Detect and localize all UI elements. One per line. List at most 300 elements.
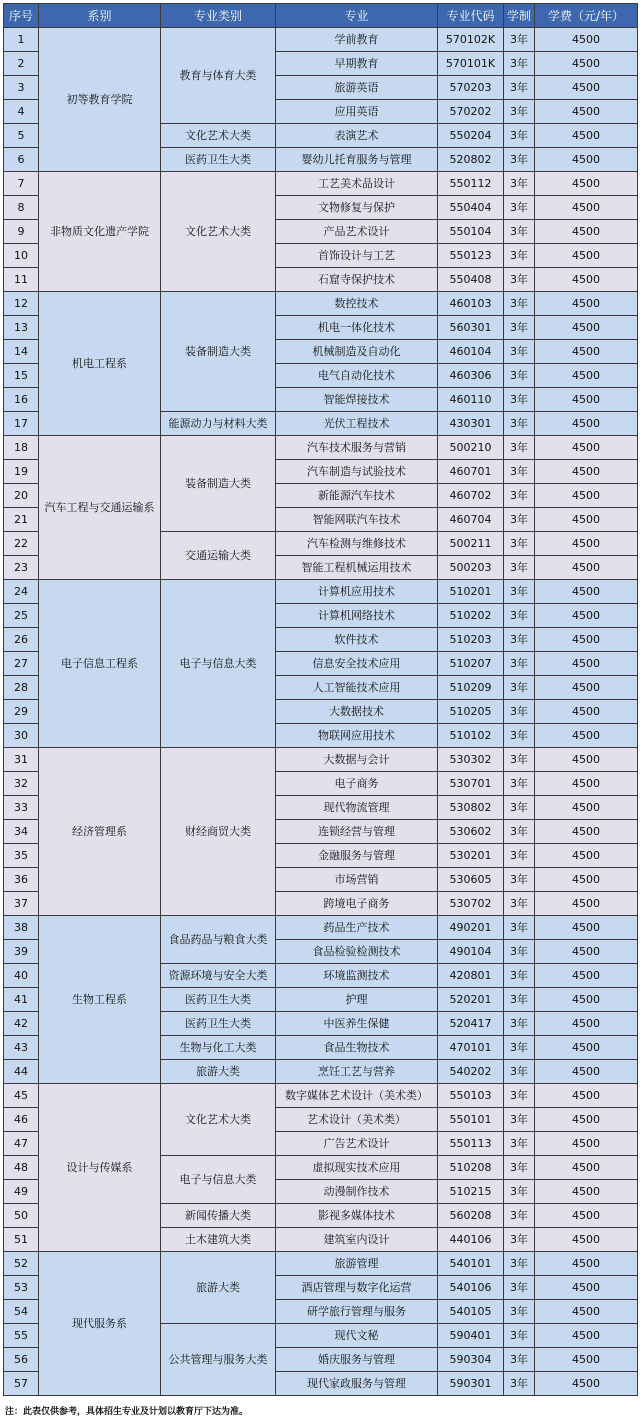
code-cell: 560208	[438, 1204, 504, 1228]
header-category: 专业类别	[161, 4, 276, 28]
tuition-cell: 4500	[535, 820, 638, 844]
seq-cell: 9	[4, 220, 39, 244]
code-cell: 590304	[438, 1348, 504, 1372]
major-cell: 电气自动化技术	[276, 364, 438, 388]
tuition-cell: 4500	[535, 940, 638, 964]
header-row	[4, 4, 638, 28]
tuition-cell: 4500	[535, 508, 638, 532]
table-row	[4, 292, 638, 316]
seq-cell: 51	[4, 1228, 39, 1252]
major-cell: 信息安全技术应用	[276, 652, 438, 676]
category-cell: 装备制造大类	[161, 292, 276, 412]
code-cell: 460704	[438, 508, 504, 532]
category-cell: 电子与信息大类	[161, 580, 276, 748]
seq-cell: 35	[4, 844, 39, 868]
major-cell: 广告艺术设计	[276, 1132, 438, 1156]
seq-cell: 37	[4, 892, 39, 916]
header-major: 专业	[276, 4, 438, 28]
category-cell: 旅游大类	[161, 1060, 276, 1084]
code-cell: 570102K	[438, 28, 504, 52]
tuition-cell: 4500	[535, 364, 638, 388]
code-cell: 510102	[438, 724, 504, 748]
major-cell: 数控技术	[276, 292, 438, 316]
major-cell: 烹饪工艺与营养	[276, 1060, 438, 1084]
header-seq: 序号	[4, 4, 39, 28]
code-cell: 510207	[438, 652, 504, 676]
tuition-cell: 4500	[535, 748, 638, 772]
footer-note: 注：此表仅供参考，具体招生专业及计划以教育厅下达为准。	[5, 1407, 249, 1417]
major-cell: 智能焊接技术	[276, 388, 438, 412]
major-cell: 旅游管理	[276, 1252, 438, 1276]
category-cell: 新闻传播大类	[161, 1204, 276, 1228]
category-cell: 公共管理与服务大类	[161, 1324, 276, 1396]
duration-cell: 3年	[504, 436, 535, 460]
code-cell: 520417	[438, 1012, 504, 1036]
tuition-cell: 4500	[535, 436, 638, 460]
category-cell: 文化艺术大类	[161, 172, 276, 292]
tuition-cell: 4500	[535, 172, 638, 196]
code-cell: 550408	[438, 268, 504, 292]
tuition-cell: 4500	[535, 604, 638, 628]
tuition-cell: 4500	[535, 868, 638, 892]
seq-cell: 42	[4, 1012, 39, 1036]
major-cell: 大数据技术	[276, 700, 438, 724]
major-cell: 现代文秘	[276, 1324, 438, 1348]
tuition-cell: 4500	[535, 148, 638, 172]
tuition-cell: 4500	[535, 1372, 638, 1396]
major-cell: 电子商务	[276, 772, 438, 796]
code-cell: 490104	[438, 940, 504, 964]
code-cell: 560301	[438, 316, 504, 340]
table-row	[4, 580, 638, 604]
major-cell: 婚庆服务与管理	[276, 1348, 438, 1372]
duration-cell: 3年	[504, 1156, 535, 1180]
seq-cell: 1	[4, 28, 39, 52]
seq-cell: 15	[4, 364, 39, 388]
seq-cell: 17	[4, 412, 39, 436]
tuition-cell: 4500	[535, 388, 638, 412]
seq-cell: 34	[4, 820, 39, 844]
code-cell: 550123	[438, 244, 504, 268]
table-row	[4, 748, 638, 772]
major-cell: 学前教育	[276, 28, 438, 52]
major-cell: 药品生产技术	[276, 916, 438, 940]
category-cell: 财经商贸大类	[161, 748, 276, 916]
major-cell: 智能网联汽车技术	[276, 508, 438, 532]
tuition-cell: 4500	[535, 772, 638, 796]
duration-cell: 3年	[504, 1324, 535, 1348]
code-cell: 510209	[438, 676, 504, 700]
duration-cell: 3年	[504, 844, 535, 868]
code-cell: 550104	[438, 220, 504, 244]
major-cell: 人工智能技术应用	[276, 676, 438, 700]
tuition-cell: 4500	[535, 988, 638, 1012]
duration-cell: 3年	[504, 1228, 535, 1252]
major-cell: 汽车技术服务与营销	[276, 436, 438, 460]
code-cell: 590401	[438, 1324, 504, 1348]
seq-cell: 28	[4, 676, 39, 700]
table-body	[4, 28, 638, 1396]
category-cell: 能源动力与材料大类	[161, 412, 276, 436]
tuition-cell: 4500	[535, 412, 638, 436]
table-row	[4, 1084, 638, 1108]
table-row	[4, 172, 638, 196]
code-cell: 540202	[438, 1060, 504, 1084]
duration-cell: 3年	[504, 244, 535, 268]
major-cell: 金融服务与管理	[276, 844, 438, 868]
department-cell: 现代服务系	[39, 1252, 161, 1396]
seq-cell: 10	[4, 244, 39, 268]
major-cell: 现代家政服务与管理	[276, 1372, 438, 1396]
seq-cell: 29	[4, 700, 39, 724]
category-cell: 文化艺术大类	[161, 124, 276, 148]
seq-cell: 46	[4, 1108, 39, 1132]
seq-cell: 39	[4, 940, 39, 964]
code-cell: 510205	[438, 700, 504, 724]
duration-cell: 3年	[504, 1276, 535, 1300]
seq-cell: 52	[4, 1252, 39, 1276]
duration-cell: 3年	[504, 1372, 535, 1396]
code-cell: 530201	[438, 844, 504, 868]
seq-cell: 25	[4, 604, 39, 628]
department-cell: 电子信息工程系	[39, 580, 161, 748]
duration-cell: 3年	[504, 916, 535, 940]
seq-cell: 22	[4, 532, 39, 556]
seq-cell: 45	[4, 1084, 39, 1108]
header-department: 系别	[39, 4, 161, 28]
duration-cell: 3年	[504, 772, 535, 796]
department-cell: 汽车工程与交通运输系	[39, 436, 161, 580]
code-cell: 530701	[438, 772, 504, 796]
major-cell: 光伏工程技术	[276, 412, 438, 436]
major-cell: 跨境电子商务	[276, 892, 438, 916]
duration-cell: 3年	[504, 1108, 535, 1132]
tuition-cell: 4500	[535, 28, 638, 52]
seq-cell: 12	[4, 292, 39, 316]
seq-cell: 11	[4, 268, 39, 292]
major-cell: 中医养生保健	[276, 1012, 438, 1036]
duration-cell: 3年	[504, 1036, 535, 1060]
seq-cell: 50	[4, 1204, 39, 1228]
duration-cell: 3年	[504, 1012, 535, 1036]
code-cell: 460110	[438, 388, 504, 412]
header-tuition: 学费（元/年）	[535, 4, 638, 28]
tuition-cell: 4500	[535, 460, 638, 484]
duration-cell: 3年	[504, 220, 535, 244]
tuition-cell: 4500	[535, 532, 638, 556]
category-cell: 医药卫生大类	[161, 148, 276, 172]
tuition-cell: 4500	[535, 676, 638, 700]
duration-cell: 3年	[504, 700, 535, 724]
seq-cell: 23	[4, 556, 39, 580]
major-cell: 文物修复与保护	[276, 196, 438, 220]
seq-cell: 27	[4, 652, 39, 676]
tuition-cell: 4500	[535, 1228, 638, 1252]
seq-cell: 43	[4, 1036, 39, 1060]
category-cell: 装备制造大类	[161, 436, 276, 532]
tuition-cell: 4500	[535, 76, 638, 100]
code-cell: 500211	[438, 532, 504, 556]
code-cell: 460103	[438, 292, 504, 316]
tuition-cell: 4500	[535, 1348, 638, 1372]
seq-cell: 21	[4, 508, 39, 532]
department-cell: 机电工程系	[39, 292, 161, 436]
tuition-cell: 4500	[535, 892, 638, 916]
tuition-cell: 4500	[535, 916, 638, 940]
code-cell: 530605	[438, 868, 504, 892]
tuition-cell: 4500	[535, 1108, 638, 1132]
major-cell: 市场营销	[276, 868, 438, 892]
duration-cell: 3年	[504, 52, 535, 76]
code-cell: 460702	[438, 484, 504, 508]
department-cell: 经济管理系	[39, 748, 161, 916]
code-cell: 420801	[438, 964, 504, 988]
code-cell: 460306	[438, 364, 504, 388]
major-cell: 研学旅行管理与服务	[276, 1300, 438, 1324]
seq-cell: 47	[4, 1132, 39, 1156]
tuition-cell: 4500	[535, 1324, 638, 1348]
category-cell: 食品药品与粮食大类	[161, 916, 276, 964]
tuition-cell: 4500	[535, 580, 638, 604]
major-cell: 汽车检测与维修技术	[276, 532, 438, 556]
seq-cell: 20	[4, 484, 39, 508]
code-cell: 590301	[438, 1372, 504, 1396]
duration-cell: 3年	[504, 988, 535, 1012]
duration-cell: 3年	[504, 964, 535, 988]
code-cell: 550113	[438, 1132, 504, 1156]
seq-cell: 19	[4, 460, 39, 484]
code-cell: 530302	[438, 748, 504, 772]
code-cell: 570203	[438, 76, 504, 100]
tuition-cell: 4500	[535, 1060, 638, 1084]
code-cell: 550103	[438, 1084, 504, 1108]
code-cell: 440106	[438, 1228, 504, 1252]
department-cell: 设计与传媒系	[39, 1084, 161, 1252]
duration-cell: 3年	[504, 892, 535, 916]
major-cell: 虚拟现实技术应用	[276, 1156, 438, 1180]
seq-cell: 48	[4, 1156, 39, 1180]
seq-cell: 18	[4, 436, 39, 460]
duration-cell: 3年	[504, 508, 535, 532]
seq-cell: 33	[4, 796, 39, 820]
category-cell: 生物与化工大类	[161, 1036, 276, 1060]
category-cell: 交通运输大类	[161, 532, 276, 580]
duration-cell: 3年	[504, 868, 535, 892]
major-cell: 首饰设计与工艺	[276, 244, 438, 268]
duration-cell: 3年	[504, 1348, 535, 1372]
code-cell: 510201	[438, 580, 504, 604]
tuition-cell: 4500	[535, 1132, 638, 1156]
major-cell: 连锁经营与管理	[276, 820, 438, 844]
seq-cell: 14	[4, 340, 39, 364]
tuition-cell: 4500	[535, 628, 638, 652]
duration-cell: 3年	[504, 1252, 535, 1276]
tuition-cell: 4500	[535, 340, 638, 364]
duration-cell: 3年	[504, 172, 535, 196]
duration-cell: 3年	[504, 364, 535, 388]
category-cell: 资源环境与安全大类	[161, 964, 276, 988]
seq-cell: 24	[4, 580, 39, 604]
code-cell: 540106	[438, 1276, 504, 1300]
major-cell: 现代物流管理	[276, 796, 438, 820]
seq-cell: 6	[4, 148, 39, 172]
category-cell: 土木建筑大类	[161, 1228, 276, 1252]
major-cell: 表演艺术	[276, 124, 438, 148]
seq-cell: 32	[4, 772, 39, 796]
duration-cell: 3年	[504, 412, 535, 436]
duration-cell: 3年	[504, 724, 535, 748]
seq-cell: 3	[4, 76, 39, 100]
duration-cell: 3年	[504, 676, 535, 700]
seq-cell: 13	[4, 316, 39, 340]
code-cell: 510215	[438, 1180, 504, 1204]
tuition-cell: 4500	[535, 844, 638, 868]
duration-cell: 3年	[504, 1060, 535, 1084]
major-cell: 机电一体化技术	[276, 316, 438, 340]
major-cell: 护理	[276, 988, 438, 1012]
code-cell: 540105	[438, 1300, 504, 1324]
major-cell: 新能源汽车技术	[276, 484, 438, 508]
tuition-cell: 4500	[535, 700, 638, 724]
header-duration: 学制	[504, 4, 535, 28]
seq-cell: 53	[4, 1276, 39, 1300]
code-cell: 570202	[438, 100, 504, 124]
header-code: 专业代码	[438, 4, 504, 28]
majors-table	[3, 3, 638, 1396]
duration-cell: 3年	[504, 28, 535, 52]
code-cell: 500210	[438, 436, 504, 460]
seq-cell: 16	[4, 388, 39, 412]
seq-cell: 41	[4, 988, 39, 1012]
code-cell: 500203	[438, 556, 504, 580]
duration-cell: 3年	[504, 484, 535, 508]
tuition-cell: 4500	[535, 244, 638, 268]
duration-cell: 3年	[504, 1204, 535, 1228]
table-row	[4, 1252, 638, 1276]
code-cell: 550112	[438, 172, 504, 196]
major-cell: 石窟寺保护技术	[276, 268, 438, 292]
department-cell: 非物质文化遗产学院	[39, 172, 161, 292]
table-row	[4, 28, 638, 52]
category-cell: 教育与体育大类	[161, 28, 276, 124]
category-cell: 文化艺术大类	[161, 1084, 276, 1156]
seq-cell: 49	[4, 1180, 39, 1204]
duration-cell: 3年	[504, 1180, 535, 1204]
major-cell: 早期教育	[276, 52, 438, 76]
tuition-cell: 4500	[535, 1084, 638, 1108]
major-cell: 物联网应用技术	[276, 724, 438, 748]
tuition-cell: 4500	[535, 964, 638, 988]
seq-cell: 40	[4, 964, 39, 988]
duration-cell: 3年	[504, 628, 535, 652]
tuition-cell: 4500	[535, 52, 638, 76]
code-cell: 460104	[438, 340, 504, 364]
seq-cell: 54	[4, 1300, 39, 1324]
duration-cell: 3年	[504, 388, 535, 412]
code-cell: 460701	[438, 460, 504, 484]
duration-cell: 3年	[504, 748, 535, 772]
major-cell: 艺术设计（美术类）	[276, 1108, 438, 1132]
tuition-cell: 4500	[535, 100, 638, 124]
tuition-cell: 4500	[535, 220, 638, 244]
seq-cell: 30	[4, 724, 39, 748]
code-cell: 520802	[438, 148, 504, 172]
code-cell: 550101	[438, 1108, 504, 1132]
duration-cell: 3年	[504, 1132, 535, 1156]
seq-cell: 5	[4, 124, 39, 148]
major-cell: 婴幼儿托育服务与管理	[276, 148, 438, 172]
category-cell: 旅游大类	[161, 1252, 276, 1324]
major-cell: 计算机网络技术	[276, 604, 438, 628]
duration-cell: 3年	[504, 580, 535, 604]
duration-cell: 3年	[504, 1300, 535, 1324]
tuition-cell: 4500	[535, 1012, 638, 1036]
code-cell: 490201	[438, 916, 504, 940]
code-cell: 570101K	[438, 52, 504, 76]
duration-cell: 3年	[504, 532, 535, 556]
tuition-cell: 4500	[535, 1036, 638, 1060]
major-cell: 智能工程机械运用技术	[276, 556, 438, 580]
major-cell: 应用英语	[276, 100, 438, 124]
category-cell: 电子与信息大类	[161, 1156, 276, 1204]
seq-cell: 36	[4, 868, 39, 892]
tuition-cell: 4500	[535, 292, 638, 316]
tuition-cell: 4500	[535, 556, 638, 580]
seq-cell: 4	[4, 100, 39, 124]
seq-cell: 26	[4, 628, 39, 652]
tuition-cell: 4500	[535, 124, 638, 148]
seq-cell: 38	[4, 916, 39, 940]
duration-cell: 3年	[504, 292, 535, 316]
category-cell: 医药卫生大类	[161, 1012, 276, 1036]
duration-cell: 3年	[504, 556, 535, 580]
major-cell: 计算机应用技术	[276, 580, 438, 604]
major-cell: 产品艺术设计	[276, 220, 438, 244]
tuition-cell: 4500	[535, 724, 638, 748]
major-cell: 环境监测技术	[276, 964, 438, 988]
seq-cell: 8	[4, 196, 39, 220]
tuition-cell: 4500	[535, 316, 638, 340]
duration-cell: 3年	[504, 1084, 535, 1108]
major-cell: 旅游英语	[276, 76, 438, 100]
major-cell: 汽车制造与试验技术	[276, 460, 438, 484]
code-cell: 550204	[438, 124, 504, 148]
category-cell: 医药卫生大类	[161, 988, 276, 1012]
tuition-cell: 4500	[535, 268, 638, 292]
tuition-cell: 4500	[535, 1180, 638, 1204]
duration-cell: 3年	[504, 148, 535, 172]
major-cell: 数字媒体艺术设计（美术类）	[276, 1084, 438, 1108]
seq-cell: 57	[4, 1372, 39, 1396]
major-cell: 酒店管理与数字化运营	[276, 1276, 438, 1300]
code-cell: 510208	[438, 1156, 504, 1180]
duration-cell: 3年	[504, 604, 535, 628]
tuition-cell: 4500	[535, 1300, 638, 1324]
department-cell: 生物工程系	[39, 916, 161, 1084]
code-cell: 470101	[438, 1036, 504, 1060]
tuition-cell: 4500	[535, 1252, 638, 1276]
tuition-cell: 4500	[535, 652, 638, 676]
duration-cell: 3年	[504, 124, 535, 148]
major-cell: 食品生物技术	[276, 1036, 438, 1060]
code-cell: 530602	[438, 820, 504, 844]
major-cell: 工艺美术品设计	[276, 172, 438, 196]
duration-cell: 3年	[504, 316, 535, 340]
duration-cell: 3年	[504, 652, 535, 676]
seq-cell: 55	[4, 1324, 39, 1348]
duration-cell: 3年	[504, 268, 535, 292]
duration-cell: 3年	[504, 196, 535, 220]
